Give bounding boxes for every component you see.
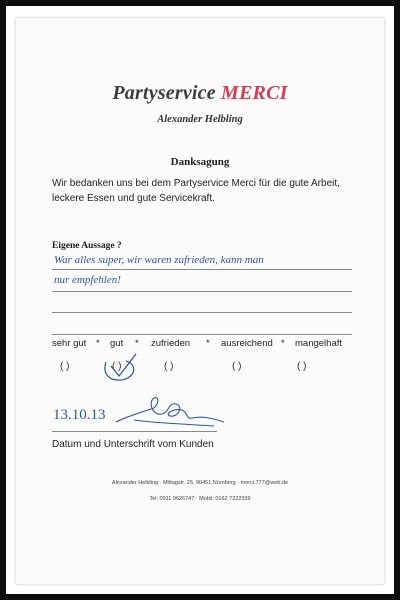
checkbox-mangelhaft: ( ) xyxy=(297,361,307,372)
answer-line-2 xyxy=(52,291,352,292)
rating-gut: gut xyxy=(110,338,124,349)
checkbox-gut: ( ) xyxy=(112,361,122,372)
checkbox-zufrieden: ( ) xyxy=(164,361,174,372)
rating-mangelhaft: mangelhaft xyxy=(295,338,343,349)
footer-contact: Tel: 0911 9626747 · Mobil: 0162 7222339 xyxy=(149,496,251,502)
page-border xyxy=(6,6,394,594)
question-label: Eigene Aussage ? xyxy=(52,241,122,251)
handwritten-answer-line-2: nur empfehlen! xyxy=(54,274,121,286)
thanks-text: Wir bedanken uns bei dem Partyservice Merci für die gute Arbeit, leckere Essen und gute Servicekraft. xyxy=(52,178,340,204)
rating-separator: * xyxy=(206,338,210,349)
handwritten-date: 13.10.13 xyxy=(53,407,106,423)
answer-line-1 xyxy=(52,269,352,270)
rating-separator: * xyxy=(135,338,139,349)
answer-line-3 xyxy=(52,312,352,313)
company-name-accent: MERCI xyxy=(221,82,288,104)
handwritten-check-mark xyxy=(98,352,142,384)
rating-separator: * xyxy=(281,338,285,349)
handwritten-signature xyxy=(114,390,226,430)
document-heading: Danksagung xyxy=(170,156,230,168)
footer-address: Alexander Helbling · Mittagstr. 25, 90451 Nürnberg · merci.777@web.de xyxy=(111,480,289,486)
rating-sehr-gut: sehr gut xyxy=(52,338,87,349)
checkbox-sehr-gut: ( ) xyxy=(60,361,70,372)
signature-line xyxy=(52,431,217,432)
company-name: Partyservice MERCI xyxy=(112,82,288,104)
checkbox-ausreichend: ( ) xyxy=(232,361,242,372)
handwritten-answer-line-1: War alles super, wir waren zufrieden, kann man xyxy=(54,254,264,266)
rating-ausreichend: ausreichend xyxy=(221,338,273,349)
rating-zufrieden: zufrieden xyxy=(151,338,191,349)
owner-name: Alexander Helbling xyxy=(157,114,243,125)
rating-separator: * xyxy=(96,338,100,349)
signature-caption: Datum und Unterschrift vom Kunden xyxy=(52,439,214,450)
document-page xyxy=(16,18,384,584)
answer-line-4 xyxy=(52,334,352,335)
